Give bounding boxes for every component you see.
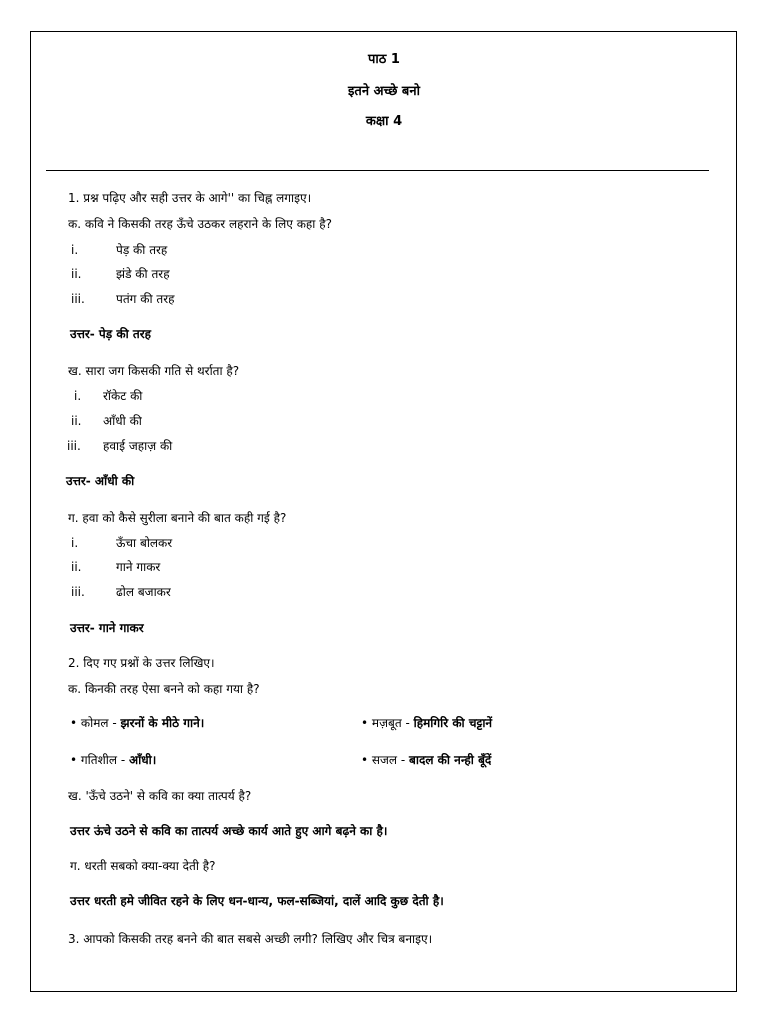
q2a-bullet-1 bbox=[70, 715, 204, 731]
q1b-answer: उत्तर- आँधी की bbox=[66, 474, 135, 488]
q2c-question: ग. धरती सबको क्या-क्या देती है? bbox=[70, 859, 216, 873]
q1b-question: ख. सारा जग किसकी गति से थर्राता है? bbox=[68, 364, 240, 378]
q2a-bullet-4-text: बादल की नन्ही बूँदें bbox=[409, 753, 492, 767]
q2b-question: ख. 'ऊँचे उठने' से कवि का क्या तात्पर्य है? bbox=[68, 789, 252, 803]
lesson-title: इतने अच्छे बनो bbox=[348, 84, 420, 99]
q2b-answer: उत्तर ऊंचे उठने से कवि का तात्पर्य अच्छे कार्य आते हुए आगे बढ़ने का है। bbox=[70, 824, 388, 838]
q2a-bullet-3 bbox=[70, 752, 156, 768]
q2a-question: क. किनकी तरह ऐसा बनने को कहा गया है? bbox=[68, 682, 260, 696]
q1a-option-2-num: ii. bbox=[71, 267, 82, 281]
header-divider bbox=[46, 170, 709, 171]
q1a-question: क. कवि ने किसकी तरह ऊँचे उठकर लहराने के लिए कहा है? bbox=[68, 217, 332, 231]
q2a-bullet-2 bbox=[361, 715, 492, 731]
lesson-number: पाठ 1 bbox=[368, 52, 400, 67]
q2a-bullet-1-label: • कोमल - bbox=[70, 716, 121, 730]
class-label: कक्षा 4 bbox=[365, 114, 403, 129]
q1a-option-3-num: iii. bbox=[71, 292, 85, 306]
q1b-option-3-num: iii. bbox=[67, 439, 81, 453]
q1c-option-3-num: iii. bbox=[71, 585, 85, 599]
q1c-option-3: ढोल बजाकर bbox=[116, 585, 171, 599]
q1c-answer: उत्तर- गाने गाकर bbox=[70, 621, 144, 635]
q1c-option-2-num: ii. bbox=[71, 560, 82, 574]
q2-heading: 2. दिए गए प्रश्नों के उत्तर लिखिए। bbox=[68, 656, 215, 670]
q2a-bullet-1-text: झरनों के मीठे गाने। bbox=[120, 716, 205, 730]
q2a-bullet-2-label: • मज़बूत - bbox=[361, 716, 414, 730]
q1-heading: 1. प्रश्न पढ़िए और सही उत्तर के आगे'' का चिह्न लगाइए। bbox=[68, 191, 312, 205]
q1b-option-2: आँधी की bbox=[103, 414, 142, 428]
q1c-option-1: ऊँचा बोलकर bbox=[116, 536, 173, 550]
q1a-option-1: पेड़ की तरह bbox=[116, 243, 168, 257]
q1c-option-2: गाने गाकर bbox=[116, 560, 161, 574]
q2a-bullet-3-label: • गतिशील - bbox=[70, 753, 129, 767]
q1a-answer: उत्तर- पेड़ की तरह bbox=[70, 327, 151, 341]
q1b-option-1: रॉकेट की bbox=[103, 389, 143, 403]
q1a-option-1-num: i. bbox=[71, 243, 79, 257]
q2a-bullet-3-text: आँधी। bbox=[128, 753, 157, 767]
q1b-option-2-num: ii. bbox=[71, 414, 82, 428]
q1a-option-3: पतंग की तरह bbox=[116, 292, 175, 306]
q1c-option-1-num: i. bbox=[71, 536, 79, 550]
q1c-question: ग. हवा को कैसे सुरीला बनाने की बात कही गई है? bbox=[68, 511, 287, 525]
q2a-bullet-4 bbox=[361, 752, 491, 768]
q3-heading: 3. आपको किसकी तरह बनने की बात सबसे अच्छी लगी? लिखिए और चित्र बनाइए। bbox=[68, 932, 433, 946]
q2c-answer: उत्तर धरती हमे जीवित रहने के लिए धन-धान्य, फल-सब्जियां, दालें आदि कुछ देती है। bbox=[70, 894, 444, 908]
q2a-bullet-4-label: • सजल - bbox=[361, 753, 410, 767]
q2a-bullet-2-text: हिमगिरि की चट्टानें bbox=[413, 716, 493, 730]
q1b-option-3: हवाई जहाज़ की bbox=[103, 439, 173, 453]
q1a-option-2: झंडे की तरह bbox=[116, 267, 170, 281]
q1b-option-1-num: i. bbox=[74, 389, 82, 403]
